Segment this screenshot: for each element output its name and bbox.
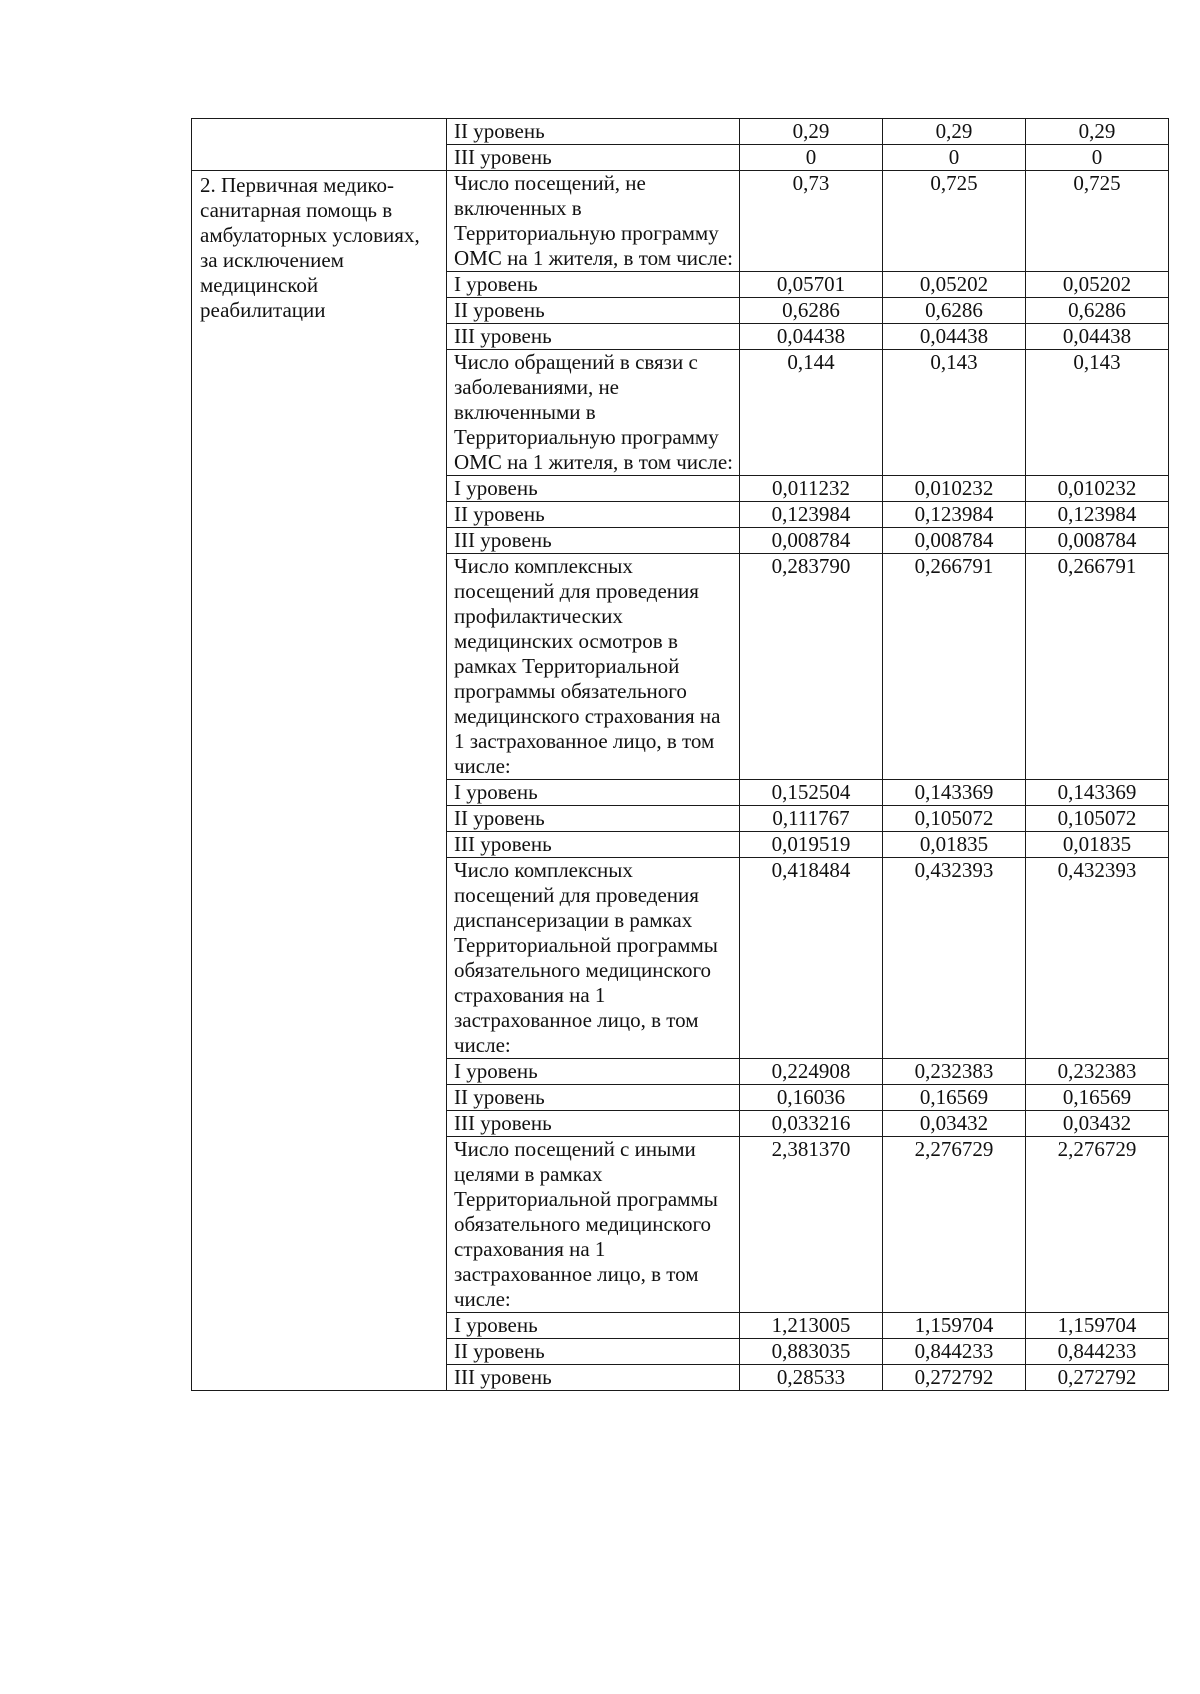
value-cell: 0,111767 (740, 806, 883, 832)
indicator-label: Число посещений с иными целями в рамках Территориальной программы обязательного медицинского страхования на 1 застрахованное лицо, в том числе: (447, 1137, 740, 1313)
level-label: III уровень (447, 528, 740, 554)
value-cell: 0,008784 (883, 528, 1026, 554)
value-cell: 0,152504 (740, 780, 883, 806)
level-label: II уровень (447, 806, 740, 832)
level-label: I уровень (447, 272, 740, 298)
value-cell: 0,16569 (1026, 1085, 1169, 1111)
value-cell: 2,276729 (1026, 1137, 1169, 1313)
value-cell: 0,6286 (740, 298, 883, 324)
value-cell: 0,010232 (883, 476, 1026, 502)
value-cell: 0,105072 (1026, 806, 1169, 832)
indicator-label: Число комплексных посещений для проведения профилактических медицинских осмотров в рамках Территориальной программы обязательного медицинского страхования на 1 застрахованное лицо, в том числе: (447, 554, 740, 780)
value-cell: 0,144 (740, 350, 883, 476)
value-cell: 0,008784 (1026, 528, 1169, 554)
value-cell: 0,29 (883, 119, 1026, 145)
level-label: I уровень (447, 476, 740, 502)
indicator-row (192, 171, 1169, 272)
row-label: II уровень (447, 119, 740, 145)
value-cell: 0,6286 (1026, 298, 1169, 324)
indicator-label: Число посещений, не включенных в Территориальную программу ОМС на 1 жителя, в том числе: (447, 171, 740, 272)
value-cell: 0 (883, 145, 1026, 171)
value-cell: 0,883035 (740, 1339, 883, 1365)
row-label: III уровень (447, 145, 740, 171)
value-cell: 0,105072 (883, 806, 1026, 832)
value-cell: 2,381370 (740, 1137, 883, 1313)
value-cell: 0,123984 (740, 502, 883, 528)
value-cell: 0,04438 (1026, 324, 1169, 350)
value-cell: 0,05202 (1026, 272, 1169, 298)
value-cell: 0,143369 (883, 780, 1026, 806)
value-cell: 0,019519 (740, 832, 883, 858)
indicator-table (191, 118, 1169, 1391)
value-cell: 0,224908 (740, 1059, 883, 1085)
level-label: II уровень (447, 298, 740, 324)
value-cell: 0,05202 (883, 272, 1026, 298)
value-cell: 0,232383 (1026, 1059, 1169, 1085)
value-cell: 0,010232 (1026, 476, 1169, 502)
value-cell: 1,159704 (883, 1313, 1026, 1339)
section-title: 2. Первичная медико-санитарная помощь в амбулаторных условиях, за исключением медицинской реабилитации (192, 171, 447, 1391)
value-cell: 0,725 (1026, 171, 1169, 272)
value-cell: 0 (740, 145, 883, 171)
level-label: III уровень (447, 832, 740, 858)
value-cell: 0,01835 (883, 832, 1026, 858)
level-label: III уровень (447, 1365, 740, 1391)
value-cell: 0,432393 (883, 858, 1026, 1059)
section-cell-empty (192, 119, 447, 171)
level-label: II уровень (447, 1085, 740, 1111)
value-cell: 0,123984 (1026, 502, 1169, 528)
value-cell: 0,29 (1026, 119, 1169, 145)
value-cell: 0,272792 (1026, 1365, 1169, 1391)
value-cell: 0,05701 (740, 272, 883, 298)
value-cell: 0,29 (740, 119, 883, 145)
value-cell: 0,01835 (1026, 832, 1169, 858)
level-label: I уровень (447, 1059, 740, 1085)
value-cell: 0,008784 (740, 528, 883, 554)
indicator-label: Число обращений в связи с заболеваниями, не включенными в Территориальную программу ОМС на 1 жителя, в том числе: (447, 350, 740, 476)
value-cell: 0,266791 (1026, 554, 1169, 780)
level-label: II уровень (447, 502, 740, 528)
value-cell: 1,213005 (740, 1313, 883, 1339)
value-cell: 0,143 (883, 350, 1026, 476)
value-cell: 0,432393 (1026, 858, 1169, 1059)
value-cell: 0,04438 (740, 324, 883, 350)
value-cell: 2,276729 (883, 1137, 1026, 1313)
value-cell: 0,28533 (740, 1365, 883, 1391)
table-body (192, 119, 1169, 1391)
level-label: II уровень (447, 1339, 740, 1365)
value-cell: 0,272792 (883, 1365, 1026, 1391)
value-cell: 0,03432 (1026, 1111, 1169, 1137)
value-cell: 0,266791 (883, 554, 1026, 780)
value-cell: 0,03432 (883, 1111, 1026, 1137)
value-cell: 1,159704 (1026, 1313, 1169, 1339)
value-cell: 0,033216 (740, 1111, 883, 1137)
indicator-label: Число комплексных посещений для проведения диспансеризации в рамках Территориальной программы обязательного медицинского страхования на 1 застрахованное лицо, в том числе: (447, 858, 740, 1059)
value-cell: 0,123984 (883, 502, 1026, 528)
level-label: I уровень (447, 1313, 740, 1339)
table-row (192, 119, 1169, 145)
level-label: III уровень (447, 324, 740, 350)
value-cell: 0,16036 (740, 1085, 883, 1111)
value-cell: 0,844233 (883, 1339, 1026, 1365)
value-cell: 0,283790 (740, 554, 883, 780)
value-cell: 0,844233 (1026, 1339, 1169, 1365)
level-label: III уровень (447, 1111, 740, 1137)
value-cell: 0,143369 (1026, 780, 1169, 806)
value-cell: 0 (1026, 145, 1169, 171)
value-cell: 0,011232 (740, 476, 883, 502)
value-cell: 0,73 (740, 171, 883, 272)
value-cell: 0,418484 (740, 858, 883, 1059)
value-cell: 0,6286 (883, 298, 1026, 324)
value-cell: 0,232383 (883, 1059, 1026, 1085)
value-cell: 0,143 (1026, 350, 1169, 476)
value-cell: 0,16569 (883, 1085, 1026, 1111)
level-label: I уровень (447, 780, 740, 806)
value-cell: 0,725 (883, 171, 1026, 272)
value-cell: 0,04438 (883, 324, 1026, 350)
